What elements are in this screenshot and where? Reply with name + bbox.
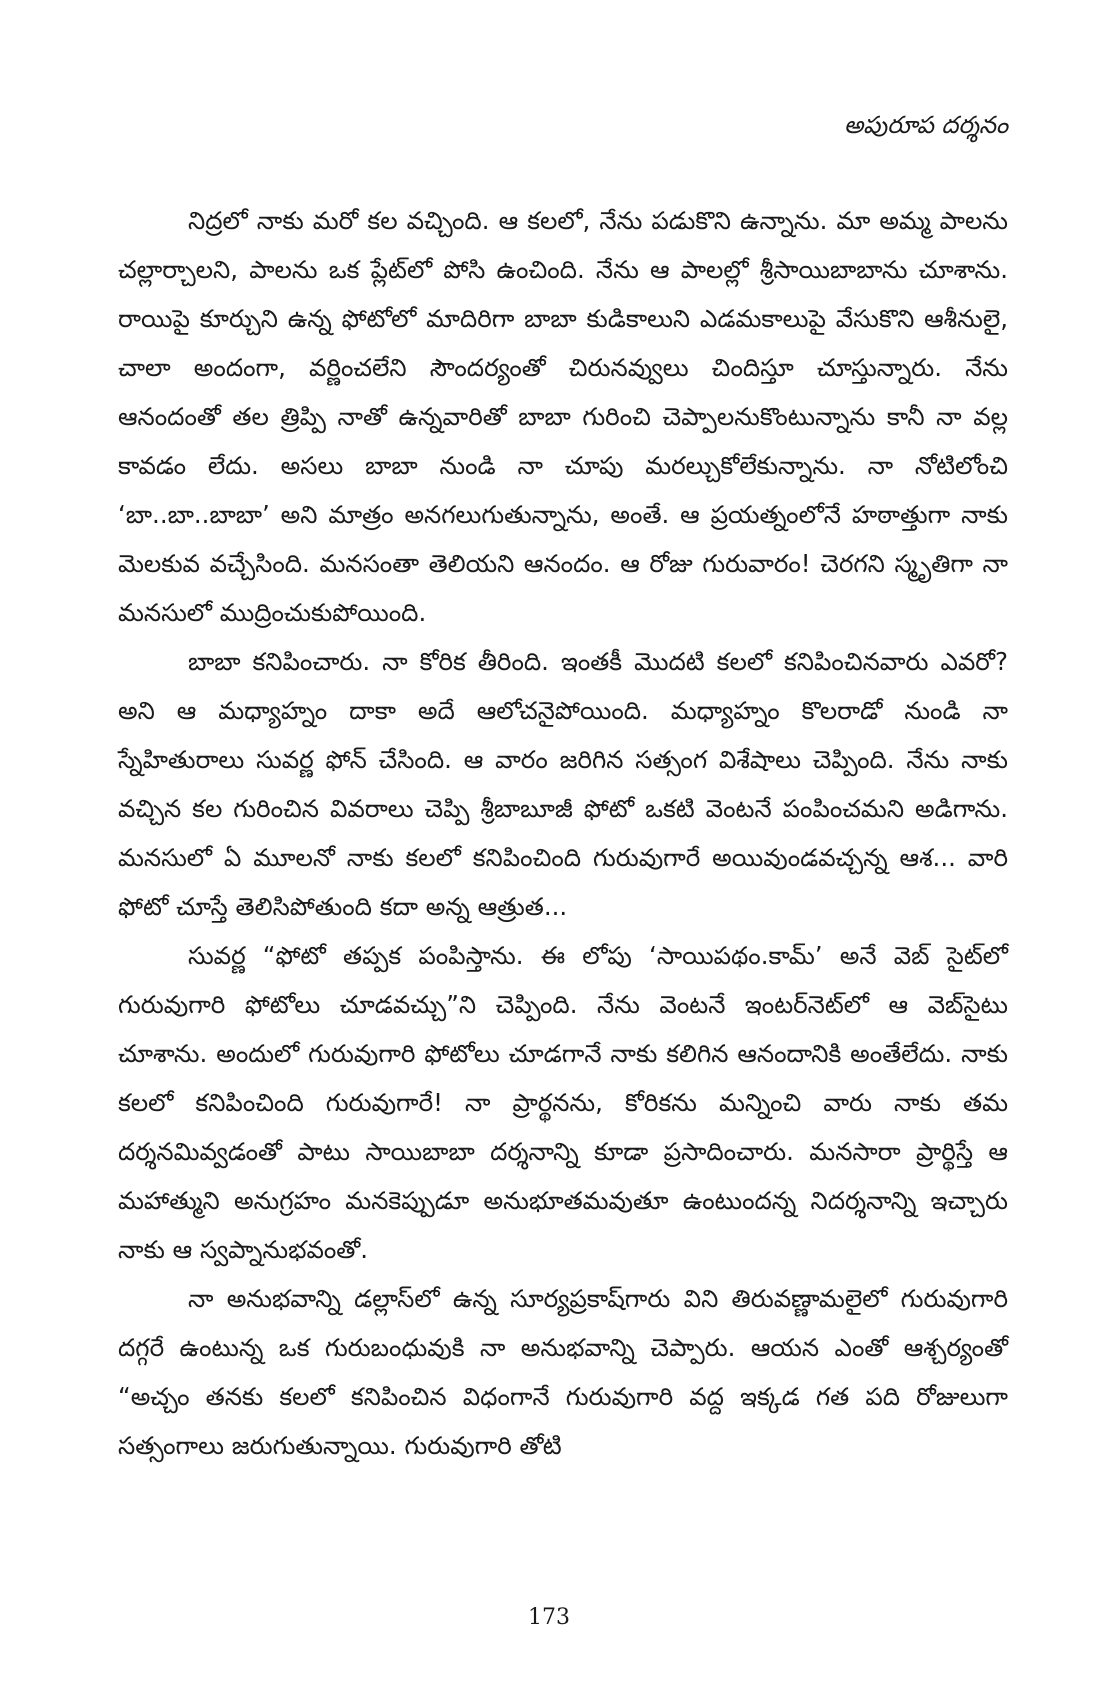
paragraph-2: బాబా కనిపించారు. నా కోరిక తీరింది. ఇంతకీ మొదటి కలలో కనిపించినవారు ఎవరో? అని ఆ మధ్యాహ్నం దాకా అదే ఆలోచనైపోయింది. మధ్యాహ్నం కొలరాడో నుండి నా స్నేహితురాలు సువర్ణ ఫోన్ చేసింది. ఆ వారం జరిగిన సత్సంగ విశేషాలు చెప్పింది. నేను నాకు వచ్చిన కల గురించిన వివరాలు చెప్పి శ్రీబాబూజీ ఫోటో ఒకటి వెంటనే పంపించమని అడిగాను. మనసులో ఏ మూలనో నాకు కలలో కనిపించింది గురువుగారే అయివుండవచ్చన్న ఆశ... వారి ఫోటో చూస్తే తెలిసిపోతుంది కదా అన్న ఆత్రుత... [118, 647, 1008, 921]
paragraph-1: నిద్రలో నాకు మరో కల వచ్చింది. ఆ కలలో, నేను పడుకొని ఉన్నాను. మా అమ్మ పాలను చల్లార్చాలని, పాలను ఒక ప్లేట్‌లో పోసి ఉంచింది. నేను ఆ పాలల్లో శ్రీసాయిబాబాను చూశాను. రాయిపై కూర్చుని ఉన్న ఫోటోలో మాదిరిగా బాబా కుడికాలుని ఎడమకాలుపై వేసుకొని ఆశీనులై, చాలా అందంగా, వర్ణించలేని సౌందర్యంతో చిరునవ్వులు చిందిస్తూ చూస్తున్నారు. నేను ఆనందంతో తల త్రిప్పి నాతో ఉన్నవారితో బాబా గురించి చెప్పాలనుకొంటున్నాను కానీ నా వల్ల కావడం లేదు. అసలు బాబా నుండి నా చూపు మరల్చుకోలేకున్నాను. నా నోటిలోంచి ‘బా..బా..బాబా’ అని మాత్రం అనగలుగుతున్నాను, అంతే. ఆ ప్రయత్నంలోనే హఠాత్తుగా నాకు మెలకువ వచ్చేసింది. మనసంతా తెలియని ఆనందం. ఆ రోజు గురువారం! చెరగని స్మృతిగా నా మనసులో ముద్రించుకుపోయింది. [118, 206, 1008, 627]
paragraph-3: సువర్ణ “ఫోటో తప్పక పంపిస్తాను. ఈ లోపు ‘సాయిపథం.కామ్’ అనే వెబ్ సైట్‌లో గురువుగారి ఫోటోలు చూడవచ్చు”ని చెప్పింది. నేను వెంటనే ఇంటర్‌నెట్‌లో ఆ వెబ్‌సైటు చూశాను. అందులో గురువుగారి ఫోటోలు చూడగానే నాకు కలిగిన ఆనందానికి అంతేలేదు. నాకు కలలో కనిపించింది గురువుగారే! నా ప్రార్థనను, కోరికను మన్నించి వారు నాకు తమ దర్శనమివ్వడంతో పాటు సాయిబాబా దర్శనాన్ని కూడా ప్రసాదించారు. మనసారా ప్రార్థిస్తే ఆ మహాత్ముని అనుగ్రహం మనకెప్పుడూ అనుభూతమవుతూ ఉంటుందన్న నిదర్శనాన్ని ఇచ్చారు నాకు ఆ స్వప్నానుభవంతో. [118, 941, 1008, 1264]
running-header: అపురూప దర్శనం [844, 111, 1008, 139]
body-text [118, 196, 1008, 1470]
page-number: 173 [528, 1605, 570, 1630]
paragraph-4: నా అనుభవాన్ని డల్లాస్‌లో ఉన్న సూర్యప్రకాష్‌గారు విని తిరువణ్ణామలైలో గురువుగారి దగ్గరే ఉంటున్న ఒక గురుబంధువుకి నా అనుభవాన్ని చెప్పారు. ఆయన ఎంతో ఆశ్చర్యంతో “అచ్చం తనకు కలలో కనిపించిన విధంగానే గురువుగారి వద్ద ఇక్కడ గత పది రోజులుగా సత్సంగాలు జరుగుతున్నాయి. గురువుగారి తోటి [118, 1284, 1008, 1460]
